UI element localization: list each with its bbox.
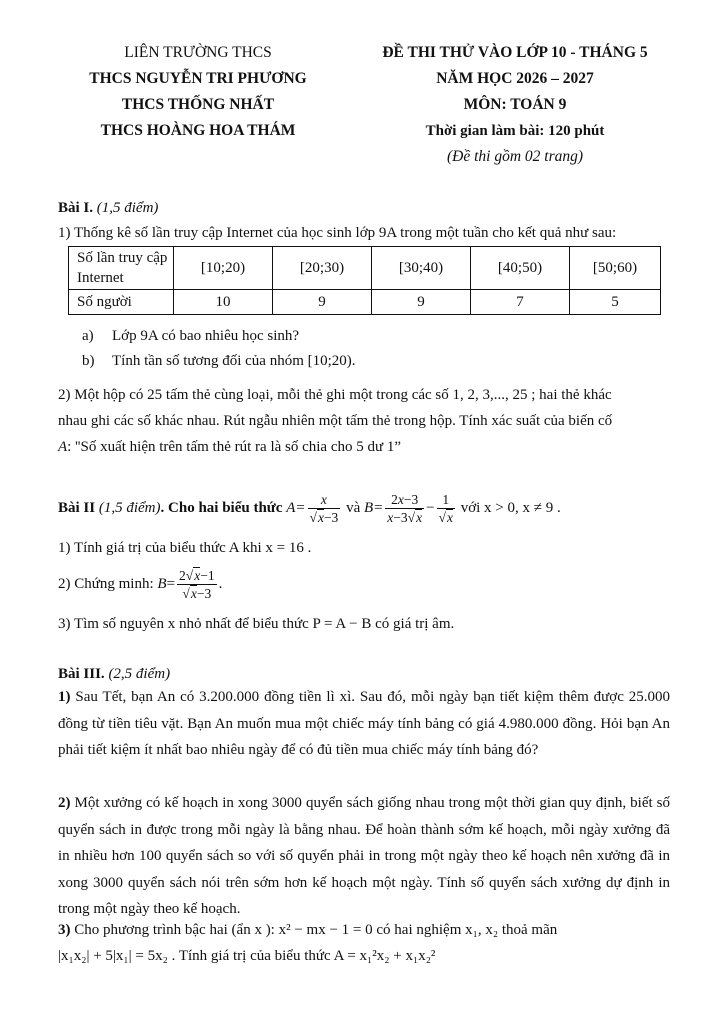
expr-b-fraction-1: $\frac{2x-3}{x-3√x}$ [387, 491, 423, 525]
table-cell: [30;40) [372, 247, 471, 290]
exam-title: ĐỀ THI THỬ VÀO LỚP 10 - THÁNG 5 [382, 44, 648, 61]
bai1-q2-line1: 2) Một hộp có 25 tấm thẻ cùng loại, mỗi thẻ ghi một trong các số 1, 2, 3,..., 25 ; hai thẻ khác [58, 387, 612, 403]
bai3-q3-text-a: Cho phương trình bậc hai (ẩn x ): x² − mx − 1 = 0 có hai nghiệm x₁, x₂ thoả mãn [74, 922, 558, 938]
bai1-heading [58, 198, 673, 218]
bai3-q2-num: 2) [58, 795, 71, 811]
exam-header [350, 40, 680, 170]
bai2-heading: Bài II (1,5 điểm). Cho hai biểu thức A= $\frac{x}{√x-3}$ và B= $\frac{2x-3}{x-3√x}$ − $\frac{1}{√x}$ với x > 0, x ≠ 9 . [58, 491, 561, 525]
bai3-heading [58, 664, 673, 684]
exam-time: Thời gian làm bài: 120 phút [425, 123, 605, 139]
bai2-intro: . Cho hai biểu thức [160, 500, 283, 516]
expr-b-label: B= [363, 500, 384, 516]
table-cell: 5 [570, 290, 661, 315]
expr-b-fraction-2: $\frac{1}{√x}$ [438, 491, 453, 525]
school-line-3: THCS THỐNG NHẤT [121, 96, 275, 113]
bai2-q2: 2) Chứng minh: B= $\frac{2√x-1}{√x-3}$ . [58, 567, 223, 601]
table-cell: 7 [471, 290, 570, 315]
school-year: NĂM HỌC 2026 – 2027 [436, 70, 594, 87]
bai3-q3-line2: |x₁x₂| + 5|x₁| = 5x₂ . Tính giá trị của biểu thức A = x₁²x₂ + x₁x₂² [58, 948, 436, 964]
bai3-q3-line1 [58, 920, 673, 940]
bai2-title: Bài II [58, 500, 96, 516]
bai1-points: (1,5 điểm) [96, 200, 159, 216]
table-cell: [20;30) [273, 247, 372, 290]
bai1-q2-line2: nhau ghi các số khác nhau. Rút ngẫu nhiên một tấm thẻ trong hộp. Tính xác suất của biến cố [58, 413, 613, 429]
table-cell: 9 [273, 290, 372, 315]
table-header-cell: Số lần truy cập Internet [69, 247, 174, 290]
bai3-q2 [58, 790, 670, 923]
table-row [69, 290, 661, 315]
expr-a-label: A= [286, 500, 306, 516]
table-cell: [50;60) [570, 247, 661, 290]
expr-a-fraction: $\frac{x}{√x-3}$ [309, 491, 339, 525]
condition: với x > 0, x ≠ 9 . [460, 500, 561, 516]
qa-text: Lớp 9A có bao nhiêu học sinh? [112, 328, 300, 344]
bai1-q1: 1) Thống kê số lần truy cập Internet của học sinh lớp 9A trong một tuần cho kết quả như sau: [58, 225, 617, 241]
table-header-cell: Số người [69, 290, 174, 315]
bai1-title: Bài I. [58, 200, 94, 216]
frequency-table [68, 246, 661, 315]
qb-text: Tính tần số tương đối của nhóm [10;20). [112, 353, 356, 369]
subject: MÔN: TOÁN 9 [463, 96, 567, 113]
bai3-title: Bài III. [58, 666, 105, 682]
and-word: và [346, 500, 361, 516]
event-text: : ''Số xuất hiện trên tấm thẻ rút ra là số chia cho 5 dư 1” [67, 439, 402, 455]
bai3-q1-text: Sau Tết, bạn An có 3.200.000 đồng tiền lì xì. Sau đó, mỗi ngày bạn tiết kiệm thêm được 25.000 đồng từ tiền tiêu vặt. Bạn An muốn mua một chiếc máy tính bảng có giá 4.980.000 đồng. Hỏi bạn An phải tiết kiệm ít nhất bao nhiêu ngày để có đủ tiền mua chiếc máy tính bảng đó? [58, 689, 670, 758]
table-cell: [10;20) [174, 247, 273, 290]
bai3-points: (2,5 điểm) [108, 666, 171, 682]
school-header [48, 40, 348, 144]
bai3-q1-num: 1) [58, 689, 71, 705]
table-cell: 9 [372, 290, 471, 315]
bai2-points: (1,5 điểm) [98, 500, 161, 516]
table-cell: 10 [174, 290, 273, 315]
school-line-1: LIÊN TRƯỜNG THCS [124, 44, 272, 61]
school-line-2: THCS NGUYỄN TRI PHƯƠNG [89, 70, 307, 87]
qa-label: a) [82, 328, 94, 344]
school-line-4: THCS HOÀNG HOA THÁM [100, 122, 296, 139]
bai3-q3-num: 3) [58, 922, 71, 938]
pages-note: (Đề thi gồm 02 trang) [446, 148, 584, 165]
bai3-q2-text: Một xưởng có kế hoạch in xong 3000 quyển sách giống nhau trong một thời gian quy định, biết số quyển sách in được trong mỗi ngày là bằng nhau. Để hoàn thành sớm kế hoạch, mỗi ngày xưởng đã in nhiều hơn 100 quyển sách so với số quyển phải in trong một ngày theo kế hoạch nên xưởng đã in xong 3000 quyển sách nói trên sớm hơn kế hoạch một ngày. Tính số quyển sách xưởng dự định in trong một ngày theo kế hoạch. [58, 795, 671, 917]
bai1-q2-line3 [58, 437, 673, 457]
bai2-q3: 3) Tìm số nguyên x nhỏ nhất để biểu thức P = A − B có giá trị âm. [58, 616, 455, 632]
event-var: A [58, 439, 68, 455]
bai2-q1: 1) Tính giá trị của biểu thức A khi x = 16 . [58, 540, 312, 556]
bai2-q2-label: 2) Chứng minh: [58, 576, 154, 592]
bai3-q1 [58, 684, 670, 764]
proof-fraction: $\frac{2√x-1}{√x-3}$ [179, 567, 215, 601]
table-cell: [40;50) [471, 247, 570, 290]
qb-label: b) [82, 353, 95, 369]
table-row [69, 247, 661, 290]
